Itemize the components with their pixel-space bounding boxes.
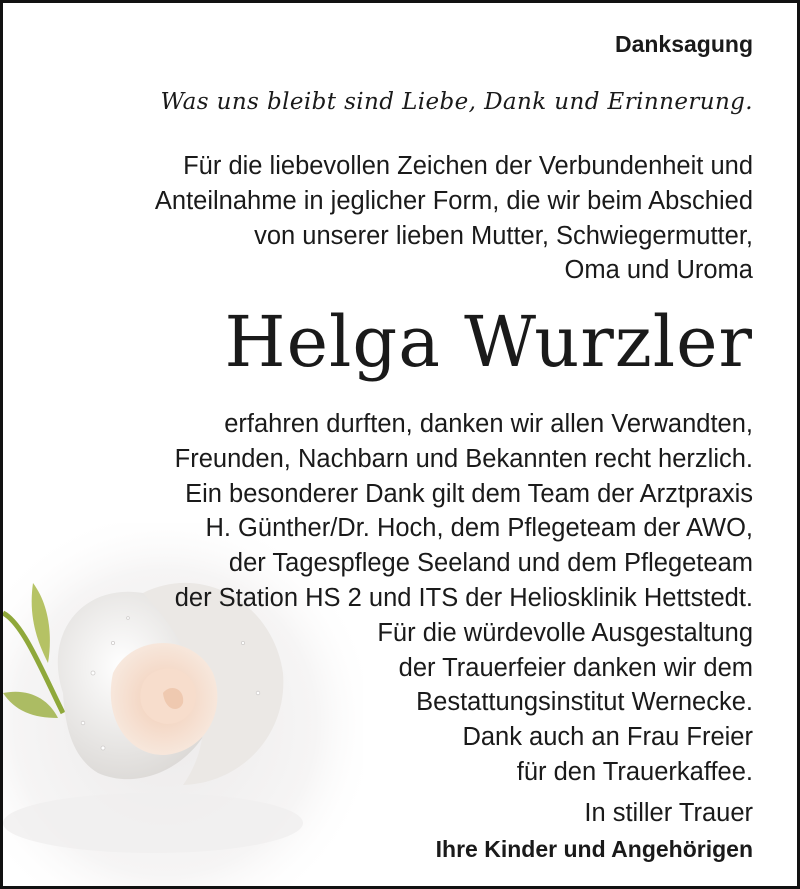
notice-title: Danksagung — [614, 31, 753, 57]
body-line: Für die würdevolle Ausgestaltung — [377, 618, 753, 647]
intro-line: Für die liebevollen Zeichen der Verbundenheit und — [183, 152, 753, 180]
closing-block — [436, 795, 753, 867]
closing-line: In stiller Trauer — [584, 799, 753, 827]
body-line: Dank auch an Frau Freier — [462, 723, 753, 752]
signature: Ihre Kinder und Angehörigen — [435, 836, 753, 862]
intro-line: Oma und Uroma — [564, 256, 753, 285]
body-line: erfahren durften, danken wir allen Verwandten, — [224, 410, 753, 438]
intro-line: von unserer lieben Mutter, Schwiegermutter, — [254, 221, 753, 250]
motto-line: Was uns bleibt sind Liebe, Dank und Erinnerung. — [160, 89, 753, 115]
body-line: für den Trauerkaffee. — [516, 757, 753, 786]
thanks-paragraph — [175, 407, 753, 790]
body-line: Bestattungsinstitut Wernecke. — [416, 688, 753, 717]
body-line: H. Günther/Dr. Hoch, dem Pflegeteam der AWO, — [205, 514, 753, 543]
body-line: der Tagespflege Seeland und dem Pflegeteam — [228, 549, 753, 578]
body-line: Ein besonderer Dank gilt dem Team der Arztpraxis — [185, 479, 753, 508]
body-line: der Station HS 2 und ITS der Heliosklinik Hettstedt. — [174, 583, 753, 612]
body-line: der Trauerfeier danken wir dem — [398, 653, 753, 682]
body-line: Freunden, Nachbarn und Bekannten recht herzlich. — [174, 444, 753, 473]
intro-line: Anteilnahme in jeglicher Form, die wir beim Abschied — [154, 186, 753, 215]
deceased-name: Helga Wurzler — [224, 301, 753, 383]
intro-paragraph — [155, 149, 753, 288]
